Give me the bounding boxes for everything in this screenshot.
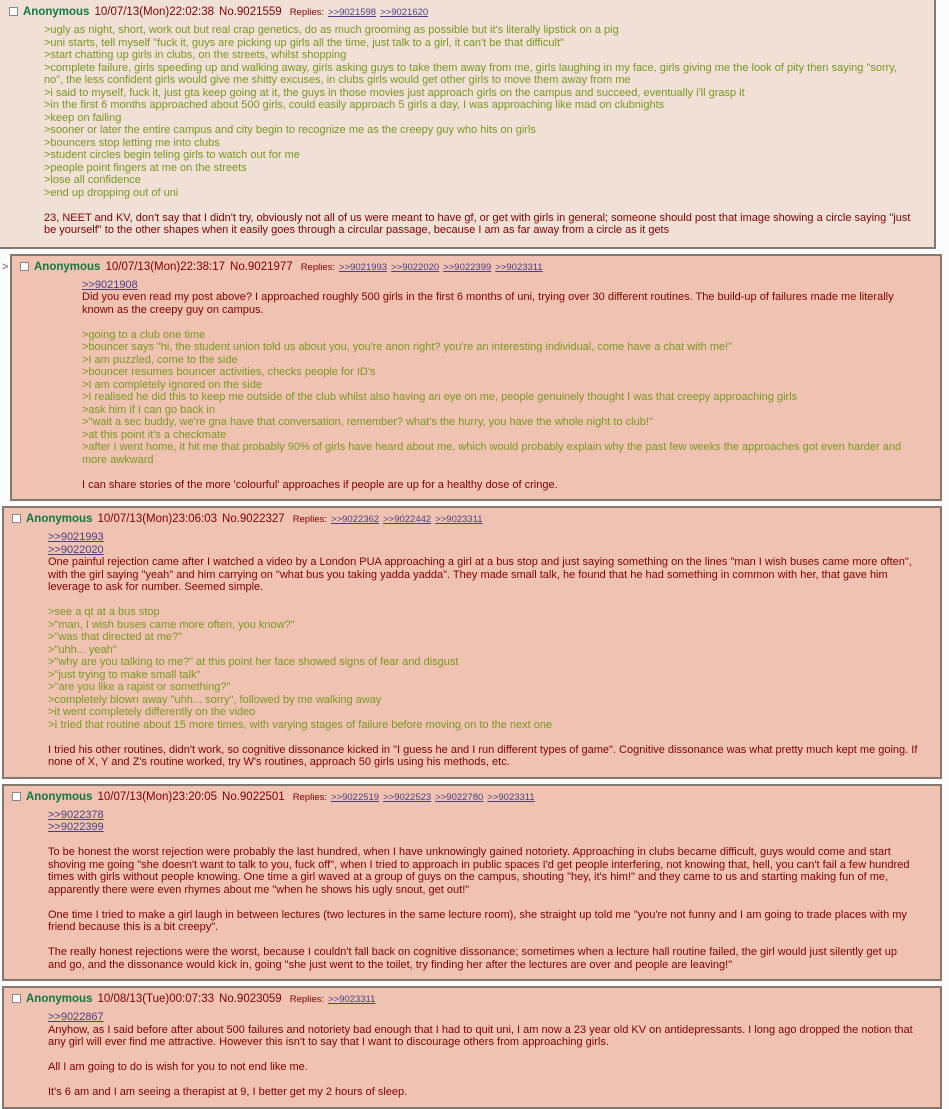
body-text: One painful rejection came after I watched a video by a London PUA approaching a girl at a bus stop and just saying something on the lines "man I wish buses came more often", with the girl saying "yeah" and him carrying on "what bus you taking yadda yadda". They made small talk, he found that he had something in common with her, that gave him leverage to ask for number. Seemed simple. bbox=[48, 556, 912, 593]
post bbox=[2, 506, 942, 779]
post bbox=[2, 784, 942, 982]
greentext-line: >uni starts, tell myself "fuck it, guys are picking up girls all the time, just talk to a girl, it can't be that difficult" bbox=[44, 36, 564, 49]
quote-link[interactable]: >>9022399 bbox=[48, 821, 104, 833]
quote-link[interactable]: >>9022867 bbox=[48, 1011, 104, 1023]
quote-link[interactable]: >>9021993 bbox=[48, 531, 104, 543]
post-number[interactable]: No.9023059 bbox=[219, 993, 282, 1005]
post-timestamp: 10/07/13(Mon)23:20:05 bbox=[97, 790, 218, 803]
reply-link[interactable]: >>9023311 bbox=[487, 791, 535, 803]
reply-link[interactable]: >>9022519 bbox=[331, 791, 380, 803]
blank-line bbox=[48, 1074, 918, 1087]
post-body bbox=[48, 1011, 918, 1099]
blank-line bbox=[44, 199, 912, 212]
body-text: One time I tried to make a girl laugh in between lectures (two lectures in the same lecture room), she straight up told me "you're not funny and I am going to trade places with my friend because this is a bit creepy". bbox=[48, 908, 907, 933]
replies-label: Replies: bbox=[289, 7, 325, 18]
reply-link[interactable]: >>9022362 bbox=[331, 514, 380, 525]
reply-link[interactable]: >>9021620 bbox=[380, 7, 429, 18]
quote-line bbox=[82, 279, 918, 292]
greentext-line: >"just trying to make small talk" bbox=[48, 668, 201, 681]
reply-link[interactable]: >>9022399 bbox=[443, 261, 492, 273]
quote-line bbox=[48, 531, 918, 544]
post-checkbox[interactable] bbox=[12, 514, 21, 523]
body-text: I can share stories of the more 'colourful' approaches if people are up for a healthy dose of cringe. bbox=[82, 478, 558, 491]
post-header bbox=[12, 258, 936, 274]
greentext-line: >going to a club one time bbox=[82, 328, 206, 341]
greentext-line: >"are you like a rapist or something?" bbox=[48, 681, 231, 693]
poster-name: Anonymous bbox=[34, 260, 101, 273]
replies-label: Replies: bbox=[300, 261, 336, 273]
poster-name: Anonymous bbox=[26, 513, 93, 525]
post bbox=[2, 254, 942, 502]
greentext-line: >i said to myself, fuck it, just gta keep going at it, the guys in those movies just approach girls on the campus and succeed, eventually i'll grasp it bbox=[44, 86, 745, 99]
greentext-line: >"man, I wish buses came more often, you know?" bbox=[48, 618, 295, 631]
greentext-line: >in the first 6 months approached about 500 girls, could easily approach 5 girls a day, I was approaching like mad on clubnights bbox=[44, 99, 665, 111]
blank-line bbox=[82, 316, 918, 329]
post-timestamp: 10/08/13(Tue)00:07:33 bbox=[97, 993, 215, 1005]
greentext-line: >sooner or later the entire campus and city begin to recognize me as the creepy guy who hits on girls bbox=[44, 124, 536, 136]
greentext-line: >it went completely differently on the video bbox=[48, 706, 256, 718]
greentext-line: >ask him if I can go back in bbox=[82, 403, 215, 416]
post bbox=[0, 0, 936, 249]
post-checkbox[interactable] bbox=[12, 792, 21, 801]
greentext-line: >I am puzzled, come to the side bbox=[82, 353, 238, 366]
post bbox=[2, 986, 942, 1109]
post-header bbox=[4, 3, 930, 19]
greentext-line: >"was that directed at me?" bbox=[48, 631, 183, 643]
blank-line bbox=[48, 731, 918, 744]
quote-line bbox=[48, 544, 918, 557]
greentext-line: >start chatting up girls in clubs, on the streets, whilst shopping bbox=[44, 49, 347, 61]
greentext-line: >end up dropping out of uni bbox=[44, 186, 179, 199]
greentext-line: >keep on failing bbox=[44, 111, 122, 124]
post-header bbox=[4, 788, 936, 804]
reply-link[interactable]: >>9023311 bbox=[495, 261, 543, 273]
blank-line bbox=[48, 934, 918, 947]
replies-label: Replies: bbox=[292, 791, 328, 803]
post-timestamp: 10/07/13(Mon)23:06:03 bbox=[97, 513, 218, 525]
blank-line bbox=[48, 896, 918, 909]
body-text: I tried his other routines, didn't work, so cognitive dissonance kicked in "I guess he and I run different types of game". Cognitive dissonance was what pretty much kept me going. If none of X, Y and Z's routine worked, try W's routines, approach 50 girls using his methods, etc. bbox=[48, 743, 918, 768]
post-number[interactable]: No.9021977 bbox=[230, 260, 293, 273]
post-number[interactable]: No.9022501 bbox=[222, 790, 285, 803]
greentext-line: >at this point it's a checkmate bbox=[82, 428, 227, 441]
quote-link[interactable]: >>9022020 bbox=[48, 543, 104, 556]
reply-link[interactable]: >>9023311 bbox=[435, 514, 483, 525]
reply-link[interactable]: >>9021598 bbox=[328, 7, 377, 18]
greentext-line: >"why are you talking to me?" at this point her face showed signs of fear and disgust bbox=[48, 656, 459, 668]
greentext-line: >completely blown away "uhh... sorry", followed by me walking away bbox=[48, 693, 382, 706]
reply-link[interactable]: >>9023311 bbox=[328, 994, 376, 1005]
greentext-line: >bouncer resumes bouncer activities, checks people for ID's bbox=[82, 366, 376, 378]
post-header bbox=[4, 990, 936, 1006]
body-text: 23, NEET and KV, don't say that I didn't try, obviously not all of us were meant to have gf, or get with girls in general; someone should post that image showing a circle saying "just be yourself" to the other shapes when it easily goes through a circular passage, because I am as far away from a circle as it gets bbox=[44, 211, 911, 236]
post-checkbox[interactable] bbox=[20, 262, 29, 271]
blank-line bbox=[48, 594, 918, 607]
post-body bbox=[48, 531, 918, 769]
greentext-line: >I tried that routine about 15 more times, with varying stages of failure before moving on to the next one bbox=[48, 718, 553, 731]
blank-line bbox=[48, 834, 918, 847]
greentext-line: >student circles begin teling girls to watch out for me bbox=[44, 149, 300, 161]
body-text: It's 6 am and I am seeing a therapist at 9, I better get my 2 hours of sleep. bbox=[48, 1086, 408, 1098]
quote-link[interactable]: >>9022378 bbox=[48, 808, 104, 821]
post-number[interactable]: No.9022327 bbox=[222, 513, 285, 525]
reply-link[interactable]: >>9022442 bbox=[383, 514, 432, 525]
body-text: To be honest the worst rejection were probably the last hundred, when I have unknowingly gained notoriety. Approaching in clubs became difficult, guys would come and start shoving me going "she doesn't want to talk to you, fuck off", when I tried to approach in public spaces I'd get people interfering, not knowing that, hell, you can't fail a few hundred times with girls without people knowing. One time a girl waved at a group of guys on the campus, shouting "hey, it's him!" and they came to us and starting making fun of me, apparently there were even rhymes about me "when he shows his ugly snout, get out!" bbox=[48, 846, 910, 896]
greentext-line: >bouncer says "hi, the student union told us about you, you're anon right? you're an interesting individual, come have a chat with me!" bbox=[82, 341, 733, 353]
greentext-line: >"uhh... yeah" bbox=[48, 643, 117, 656]
side-arrow-icon: > bbox=[2, 260, 9, 273]
body-text: Did you even read my post above? I approached roughly 500 girls in the first 6 months of uni, trying over 30 different routines. The build-up of failures made me literally known as the creepy guy on campus. bbox=[82, 291, 894, 316]
replies-label: Replies: bbox=[292, 514, 328, 525]
post-body bbox=[82, 279, 918, 492]
post-timestamp: 10/07/13(Mon)22:38:17 bbox=[105, 260, 226, 273]
blank-line bbox=[82, 466, 918, 479]
greentext-line: >I realised he did this to keep me outside of the club whilst also having an eye on me, people genuinely thought I was that creepy approaching girls bbox=[82, 391, 798, 403]
greentext-line: >after I went home, it hit me that probably 90% of girls have heard about me, which would probably explain why the past few weeks the approaches got even harder and more awkward bbox=[82, 441, 902, 466]
greentext-line: >"wait a sec buddy, we're gna have that conversation, remember? what's the hurry, you have the whole night to club!" bbox=[82, 416, 653, 428]
blank-line bbox=[48, 1049, 918, 1062]
greentext-line: >ugly as night, short, work out but real crap genetics, do as much grooming as possible but it's literally lipstick on a pig bbox=[44, 24, 619, 36]
post-body bbox=[48, 809, 918, 972]
greentext-line: >bouncers stop letting me into clubs bbox=[44, 136, 220, 149]
post-header bbox=[4, 510, 936, 526]
quote-line bbox=[48, 1011, 918, 1024]
greentext-line: >I am completely ignored on the side bbox=[82, 378, 263, 391]
reply-link[interactable]: >>9022780 bbox=[435, 791, 484, 803]
replies-label: Replies: bbox=[289, 994, 325, 1005]
post-timestamp: 10/07/13(Mon)22:02:38 bbox=[94, 6, 215, 18]
quote-link[interactable]: >>9021908 bbox=[82, 278, 138, 291]
body-text: Anyhow, as I said before after about 500 failures and notoriety bad enough that I had to quit uni, I am now a 23 year old KV on antidepressants. I long ago dropped the notion that any girl will ever find me attractive. However this isn't to say that I want to discourage others from approaching girls. bbox=[48, 1023, 913, 1048]
greentext-line: >lose all confidence bbox=[44, 174, 141, 186]
body-text: All I am going to do is wish for you to not end like me. bbox=[48, 1061, 308, 1073]
greentext-line: >people point fingers at me on the streets bbox=[44, 161, 247, 174]
reply-link[interactable]: >>9022020 bbox=[391, 261, 440, 273]
greentext-line: >see a qt at a bus stop bbox=[48, 606, 160, 618]
post-number[interactable]: No.9021559 bbox=[219, 6, 282, 18]
poster-name: Anonymous bbox=[23, 6, 90, 18]
post-checkbox[interactable] bbox=[9, 7, 18, 16]
quote-line bbox=[48, 809, 918, 822]
post-checkbox[interactable] bbox=[12, 994, 21, 1003]
reply-link[interactable]: >>9022523 bbox=[383, 791, 432, 803]
body-text: The really honest rejections were the worst, because I couldn't fall back on cognitive dissonance; sometimes when a lecture hall routine failed, the girl would just silently get up and go, and the dissonance would kick in, going "she just went to the toilet, try finding her after the lectures are over and people are leaving!" bbox=[48, 946, 897, 971]
greentext-line: >complete failure, girls speeding up and walking away, girls asking guys to take them away from me, girls laughing in my face, girls giving me the look of pity then saying "sorry, no", the less confident girls would give me shitty excuses, in clubs girls would get other girls to move them away from me bbox=[44, 61, 898, 86]
poster-name: Anonymous bbox=[26, 993, 93, 1005]
post-body bbox=[44, 24, 912, 237]
quote-line bbox=[48, 821, 918, 834]
poster-name: Anonymous bbox=[26, 790, 93, 803]
reply-link[interactable]: >>9021993 bbox=[339, 261, 388, 273]
